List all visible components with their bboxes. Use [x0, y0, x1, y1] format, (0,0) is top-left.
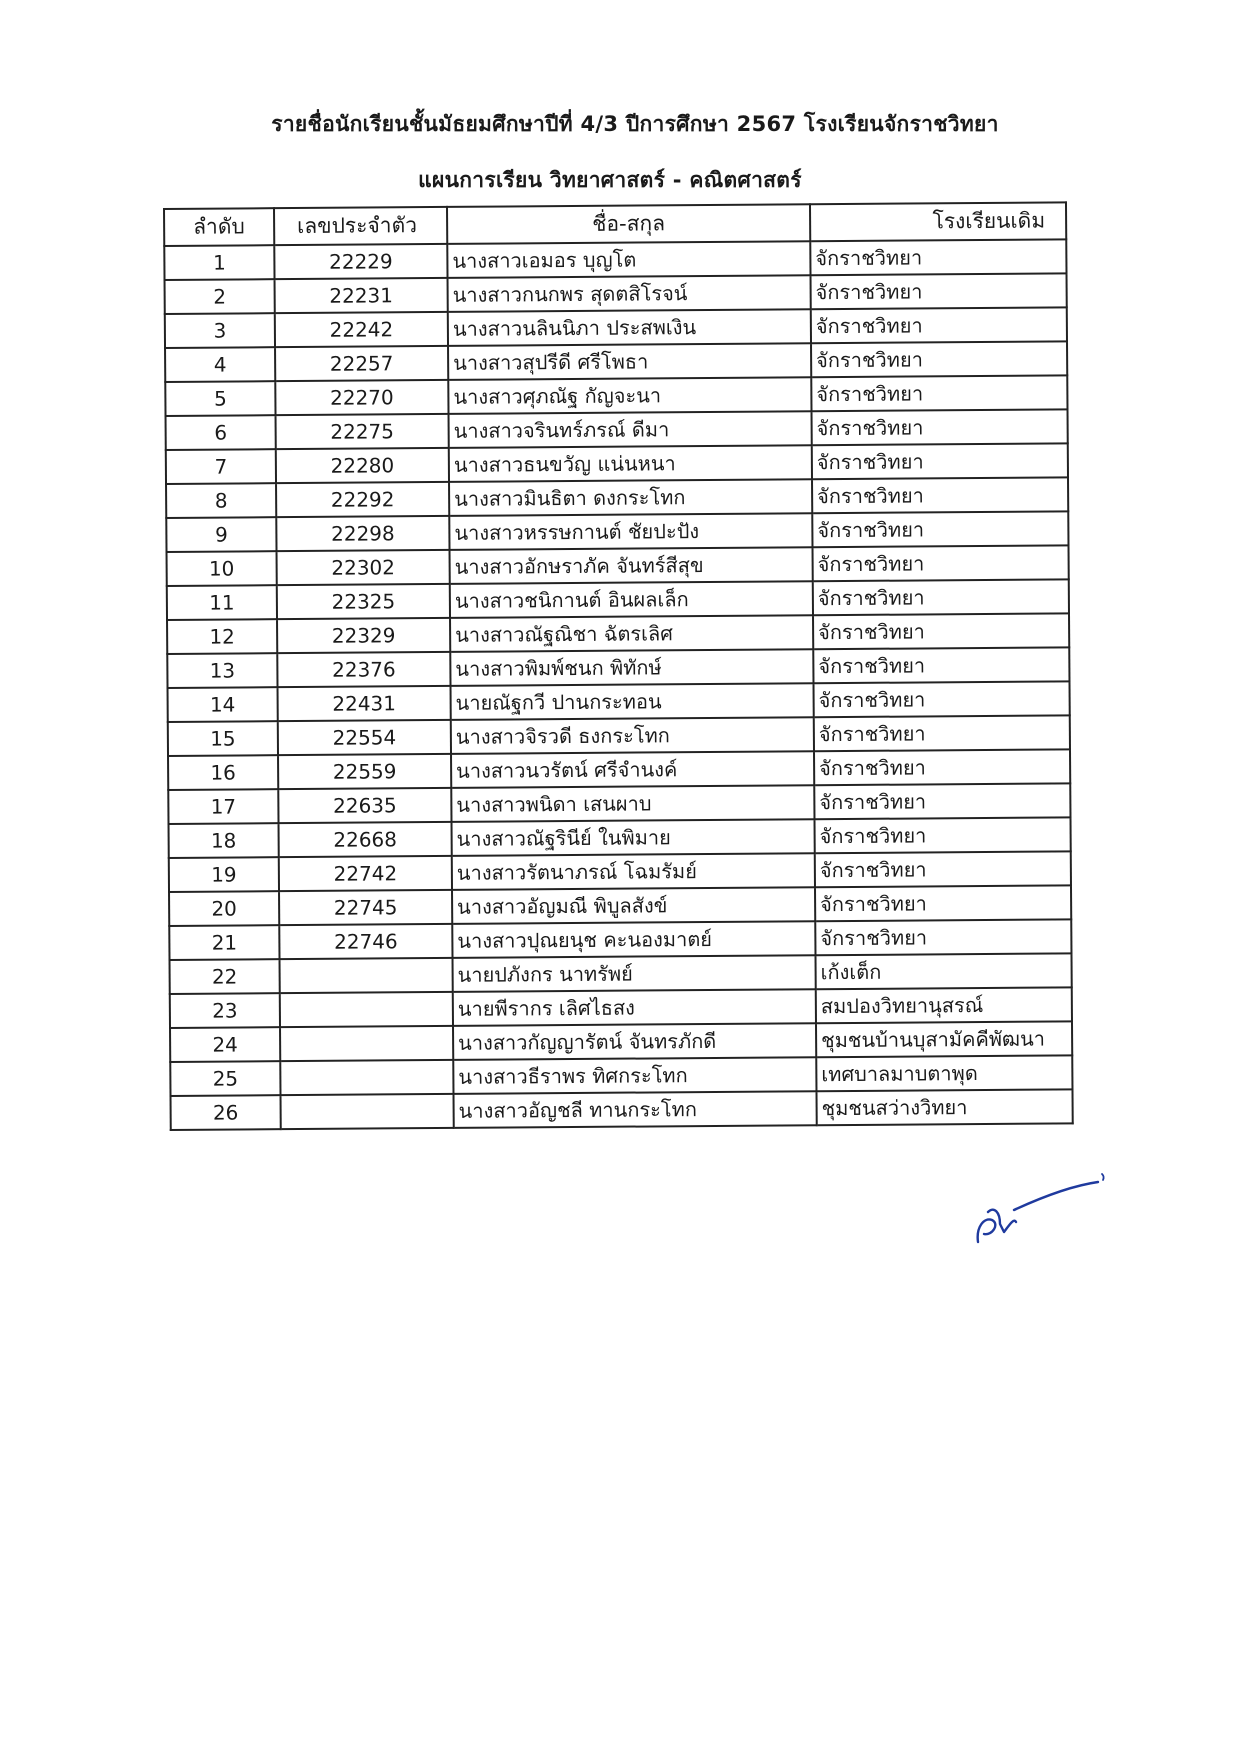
- row-previous-school: จักราชวิทยา: [812, 409, 1068, 445]
- row-student-id: [280, 958, 453, 993]
- row-student-id: 22554: [278, 720, 451, 755]
- row-number: 10: [167, 551, 277, 586]
- header-student-id: เลขประจำตัว: [274, 207, 447, 245]
- row-previous-school: จักราชวิทยา: [814, 681, 1070, 717]
- row-previous-school: จักราชวิทยา: [813, 647, 1069, 683]
- row-student-id: 22302: [277, 550, 450, 585]
- row-number: 21: [169, 925, 279, 960]
- row-full-name: นางสาวอักษราภัค จันทร์สีสุข: [450, 547, 813, 584]
- row-number: 20: [169, 891, 279, 926]
- handwritten-signature: [970, 1172, 1110, 1252]
- row-full-name: นางสาวหรรษกานต์ ชัยปะปัง: [449, 513, 812, 550]
- row-number: 6: [166, 415, 276, 450]
- row-previous-school: จักราชวิทยา: [814, 817, 1070, 853]
- row-student-id: 22242: [275, 312, 448, 347]
- table-row: [171, 1089, 1073, 1130]
- row-student-id: 22668: [279, 822, 452, 857]
- row-number: 19: [169, 857, 279, 892]
- row-number: 23: [170, 993, 280, 1028]
- row-previous-school: จักราชวิทยา: [813, 613, 1069, 649]
- row-previous-school: จักราชวิทยา: [812, 477, 1068, 513]
- row-previous-school: จักราชวิทยา: [811, 375, 1067, 411]
- row-number: 2: [165, 279, 275, 314]
- row-previous-school: เก้งเต็ก: [815, 953, 1071, 989]
- row-number: 13: [167, 653, 277, 688]
- row-previous-school: จักราชวิทยา: [814, 749, 1070, 785]
- row-full-name: นางสาวจิรวดี ธงกระโทก: [451, 717, 814, 754]
- row-full-name: นางสาวณัฐณิชา ฉัตรเลิศ: [450, 615, 813, 652]
- row-full-name: นางสาวณัฐรินีย์ ในพิมาย: [452, 819, 815, 856]
- row-full-name: นางสาวจรินทร์ภรณ์ ดีมา: [449, 411, 812, 448]
- row-previous-school: เทศบาลมาบตาพุด: [816, 1055, 1072, 1091]
- row-previous-school: จักราชวิทยา: [810, 239, 1066, 275]
- row-full-name: นางสาวเอมอร บุญโต: [447, 241, 810, 278]
- row-number: 1: [164, 245, 274, 280]
- row-student-id: 22559: [278, 754, 451, 789]
- row-student-id: 22325: [277, 584, 450, 619]
- header-number: ลำดับ: [164, 208, 274, 246]
- row-number: 3: [165, 313, 275, 348]
- header-full-name: ชื่อ-สกุล: [447, 204, 810, 244]
- row-number: 14: [168, 687, 278, 722]
- row-student-id: [280, 1026, 453, 1061]
- row-student-id: 22275: [276, 414, 449, 449]
- row-student-id: 22231: [275, 278, 448, 313]
- row-full-name: นางสาวกัญญารัตน์ จันทรภักดี: [453, 1023, 816, 1060]
- row-full-name: นางสาวรัตนาภรณ์ โฉมรัมย์: [452, 853, 815, 890]
- row-number: 26: [171, 1095, 281, 1130]
- row-number: 12: [167, 619, 277, 654]
- row-previous-school: สมปองวิทยานุสรณ์: [816, 987, 1072, 1023]
- row-student-id: [281, 1094, 454, 1129]
- row-full-name: นางสาวพนิดา เสนผาบ: [451, 785, 814, 822]
- row-student-id: 22376: [277, 652, 450, 687]
- row-number: 4: [165, 347, 275, 382]
- document-title: รายชื่อนักเรียนชั้นมัธยมศึกษาปีที่ 4/3 ปีการศึกษา 2567 โรงเรียนจักราชวิทยา: [271, 112, 999, 136]
- row-full-name: นางสาวนลินนิภา ประสพเงิน: [448, 309, 811, 346]
- row-previous-school: จักราชวิทยา: [814, 783, 1070, 819]
- row-student-id: 22746: [279, 924, 452, 959]
- row-full-name: นางสาวกนกพร สุดตสิโรจน์: [448, 275, 811, 312]
- row-full-name: นางสาวชนิกานต์ อินผลเล็ก: [450, 581, 813, 618]
- row-student-id: [280, 1060, 453, 1095]
- row-student-id: 22329: [277, 618, 450, 653]
- row-full-name: นางสาวมินธิตา ดงกระโทก: [449, 479, 812, 516]
- row-full-name: นางสาวธนขวัญ แน่นหนา: [449, 445, 812, 482]
- student-roster-table: [163, 201, 1074, 1131]
- row-full-name: นางสาวปุณยนุช คะนองมาตย์: [452, 921, 815, 958]
- row-number: 24: [170, 1027, 280, 1062]
- row-number: 22: [170, 959, 280, 994]
- row-previous-school: จักราชวิทยา: [814, 715, 1070, 751]
- row-full-name: นางสาวอัญมณี พิบูลสังข์: [452, 887, 815, 924]
- row-student-id: 22280: [276, 448, 449, 483]
- row-number: 17: [168, 789, 278, 824]
- row-number: 18: [169, 823, 279, 858]
- row-full-name: นางสาวธีราพร ทิศกระโทก: [453, 1057, 816, 1094]
- row-previous-school: จักราชวิทยา: [813, 545, 1069, 581]
- row-student-id: 22431: [278, 686, 451, 721]
- row-student-id: 22229: [274, 244, 447, 279]
- row-student-id: [280, 992, 453, 1027]
- row-previous-school: ชุมชนบ้านบุสามัคคีพัฒนา: [816, 1021, 1072, 1057]
- row-number: 8: [166, 483, 276, 518]
- row-full-name: นายปภังกร นาทรัพย์: [453, 955, 816, 992]
- row-previous-school: จักราชวิทยา: [812, 511, 1068, 547]
- row-student-id: 22257: [275, 346, 448, 381]
- row-previous-school: ชุมชนสว่างวิทยา: [816, 1089, 1072, 1125]
- row-full-name: นางสาวอัญชลี ทานกระโทก: [454, 1091, 817, 1128]
- row-previous-school: จักราชวิทยา: [811, 273, 1067, 309]
- row-full-name: นายณัฐกวี ปานกระทอน: [451, 683, 814, 720]
- row-number: 7: [166, 449, 276, 484]
- row-number: 16: [168, 755, 278, 790]
- row-student-id: 22742: [279, 856, 452, 891]
- row-previous-school: จักราชวิทยา: [815, 919, 1071, 955]
- row-number: 25: [170, 1061, 280, 1096]
- row-full-name: นางสาวสุปรีดี ศรีโพธา: [448, 343, 811, 380]
- document-subtitle: แผนการเรียน วิทยาศาสตร์ - คณิตศาสตร์: [418, 168, 802, 192]
- table-body: [164, 239, 1072, 1130]
- row-number: 11: [167, 585, 277, 620]
- row-student-id: 22292: [276, 482, 449, 517]
- row-full-name: นางสาวพิมพ์ชนก พิทักษ์: [450, 649, 813, 686]
- row-previous-school: จักราชวิทยา: [811, 341, 1067, 377]
- header-previous-school: โรงเรียนเดิม: [810, 202, 1066, 241]
- row-previous-school: จักราชวิทยา: [815, 851, 1071, 887]
- row-number: 15: [168, 721, 278, 756]
- row-number: 5: [165, 381, 275, 416]
- row-full-name: นางสาวศุภณัฐ กัญจะนา: [448, 377, 811, 414]
- row-student-id: 22635: [278, 788, 451, 823]
- row-previous-school: จักราชวิทยา: [811, 307, 1067, 343]
- row-student-id: 22270: [275, 380, 448, 415]
- row-full-name: นายพีรากร เลิศไธสง: [453, 989, 816, 1026]
- row-previous-school: จักราชวิทยา: [812, 443, 1068, 479]
- row-student-id: 22745: [279, 890, 452, 925]
- row-full-name: นางสาวนวรัตน์ ศรีจำนงค์: [451, 751, 814, 788]
- row-previous-school: จักราชวิทยา: [815, 885, 1071, 921]
- row-student-id: 22298: [276, 516, 449, 551]
- row-number: 9: [166, 517, 276, 552]
- row-previous-school: จักราชวิทยา: [813, 579, 1069, 615]
